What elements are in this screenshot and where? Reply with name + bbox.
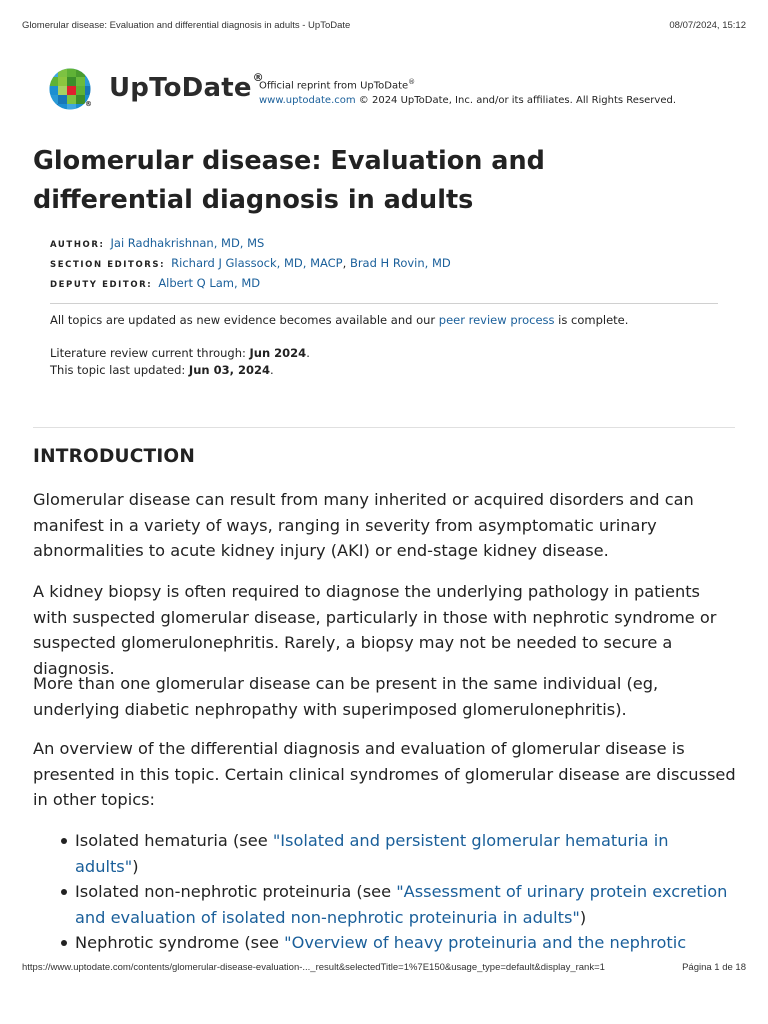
update-note-suffix: is complete. — [554, 313, 629, 327]
reprint-line-2 — [259, 93, 676, 108]
deputy-editor-label: DEPUTY EDITOR: — [50, 280, 153, 290]
intro-paragraph: A kidney biopsy is often required to diagnose the underlying pathology in patients with suspected glomerular disease, particularly in those with nephrotic syndrome or suspected glomerulonephritis. Rarely, a biopsy may not be needed to secure a diagnosis. — [33, 582, 717, 678]
intro-paragraph: Glomerular disease can result from many inherited or acquired disorders and can manifest in a variety of ways, ranging in severity from asymptomatic urinary abnormalities to acute kidney injury (AKI) or end-stage kidney disease. — [33, 490, 694, 560]
lit-review-date: Jun 2024 — [249, 346, 307, 360]
deputy-editor-link[interactable]: Albert Q Lam, MD — [158, 276, 261, 290]
section-heading-introduction: INTRODUCTION — [33, 446, 196, 467]
literature-review-line — [50, 345, 310, 362]
topic-link-nephrotic-syndrome[interactable]: "Overview of heavy proteinuria and the nephrotic — [284, 933, 687, 952]
print-datetime: 08/07/2024, 15:12 — [669, 20, 746, 31]
section-editor-link-1[interactable]: Richard J Glassock, MD, MACP — [171, 256, 343, 270]
list-item — [33, 828, 737, 879]
update-note — [50, 312, 628, 329]
credits-divider — [50, 303, 718, 304]
page-indicator: Página 1 de 18 — [682, 962, 746, 973]
author-label: AUTHOR: — [50, 240, 105, 250]
editor-separator: , — [342, 256, 347, 270]
print-header — [22, 20, 746, 31]
reprint-line-1 — [259, 75, 676, 93]
brand — [49, 68, 264, 112]
brand-name-text: UpToDate — [109, 73, 252, 103]
last-updated-line — [50, 362, 310, 379]
list-item — [33, 879, 737, 930]
author-link[interactable]: Jai Radhakrishnan, MD, MS — [110, 236, 265, 250]
reprint-notice — [259, 75, 676, 108]
deputy-editor-row — [50, 274, 451, 294]
last-updated-label: This topic last updated: — [50, 363, 189, 377]
topic-link-non-nephrotic-proteinuria[interactable]: "Assessment of urinary protein excretion and evaluation of isolated non-nephrotic proteinuria in adults" — [75, 882, 728, 927]
section-editors-label: SECTION EDITORS: — [50, 260, 166, 270]
reprint-text: Official reprint from UpToDate — [259, 80, 409, 92]
list-item-suffix: ) — [132, 856, 139, 876]
syndrome-topics-list — [33, 828, 737, 956]
credits — [50, 234, 451, 294]
list-item-prefix: Nephrotic syndrome (see — [75, 933, 285, 952]
intro-paragraph: More than one glomerular disease can be present in the same individual (eg, underlying diabetic nephropathy with superimposed glomerulonephritis). — [33, 674, 659, 719]
print-doc-title: Glomerular disease: Evaluation and differential diagnosis in adults - UpToDate — [22, 20, 351, 31]
peer-review-link[interactable]: peer review process — [438, 313, 555, 327]
lit-review-label: Literature review current through: — [50, 346, 250, 360]
list-item — [33, 930, 737, 956]
section-editors-row — [50, 254, 451, 274]
uptodate-logo-icon — [49, 68, 93, 112]
page-title: Glomerular disease: Evaluation and differential diagnosis in adults — [33, 146, 545, 215]
last-updated-end: . — [269, 363, 274, 377]
topic-link-isolated-hematuria[interactable]: "Isolated and persistent glomerular hematuria in adults" — [75, 831, 669, 876]
list-item-prefix: Isolated hematuria (see — [75, 831, 273, 850]
list-item-suffix: ) — [579, 907, 587, 927]
list-item-prefix: Isolated non-nephrotic proteinuria (see — [75, 882, 397, 901]
print-url: https://www.uptodate.com/contents/glomerular-disease-evaluation-..._result&selectedTitle=1%7E150&usage_type=default&display_rank=1 — [22, 962, 605, 973]
brand-registered-mark: ® — [252, 71, 264, 84]
last-updated-date: Jun 03, 2024 — [188, 363, 270, 377]
review-dates — [50, 345, 310, 379]
copyright-text: © 2024 UpToDate, Inc. and/or its affiliates. All Rights Reserved. — [355, 95, 677, 107]
section-editor-link-2[interactable]: Brad H Rovin, MD — [349, 256, 451, 270]
reprint-registered-mark: ® — [408, 78, 416, 86]
uptodate-website-link[interactable]: www.uptodate.com — [259, 95, 356, 107]
section-divider — [33, 427, 735, 428]
author-row — [50, 234, 451, 254]
print-footer — [22, 962, 746, 973]
update-note-prefix: All topics are updated as new evidence becomes available and our — [50, 313, 439, 327]
brand-name — [109, 73, 264, 103]
intro-paragraph: An overview of the differential diagnosis and evaluation of glomerular disease is presented in this topic. Certain clinical syndromes of glomerular disease are discussed in other topics: — [33, 739, 736, 809]
logo-registered-mark: ® — [85, 100, 92, 108]
lit-review-end: . — [306, 346, 310, 360]
